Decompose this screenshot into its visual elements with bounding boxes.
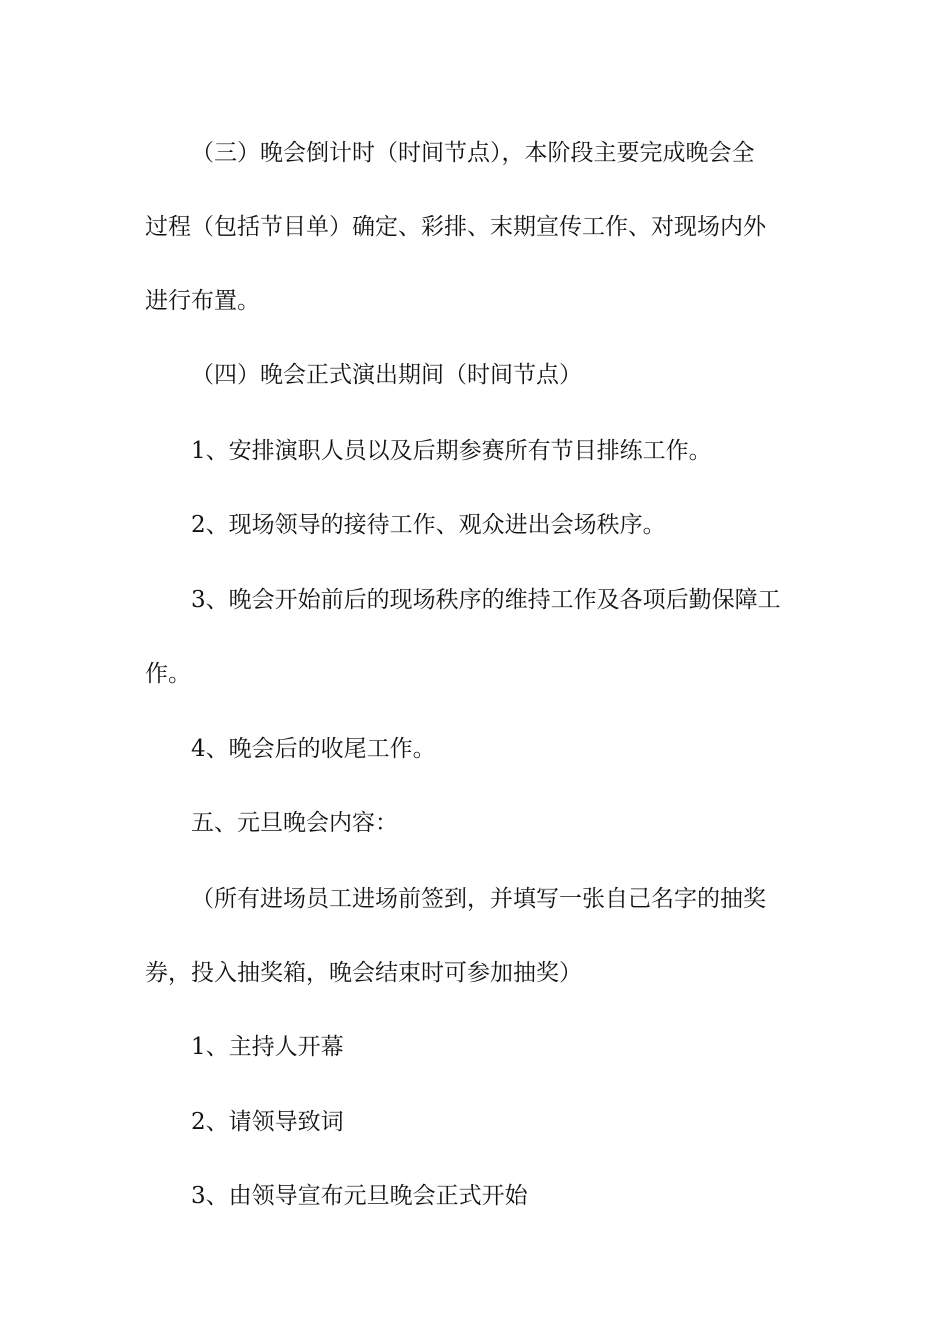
program-item-1: 1、主持人开幕 <box>191 1034 344 1060</box>
section-heading-5: 五、元旦晚会内容： <box>191 810 398 836</box>
list-item-3: 3、晚会开始前后的现场秩序的维持工作及各项后勤保障工 <box>191 587 781 613</box>
note-line-1: （所有进场员工进场前签到，并填写一张自己名字的抽奖 <box>191 886 766 912</box>
paragraph-line-3: 进行布置。 <box>145 288 260 314</box>
note-line-2: 券，投入抽奖箱，晚会结束时可参加抽奖） <box>145 960 582 986</box>
list-item-3-continued: 作。 <box>145 661 191 687</box>
list-item-1: 1、安排演职人员以及后期参赛所有节目排练工作。 <box>191 438 712 464</box>
program-item-3: 3、由领导宣布元旦晚会正式开始 <box>191 1183 528 1209</box>
program-item-2: 2、请领导致词 <box>191 1109 344 1135</box>
section-heading-4: （四）晚会正式演出期间（时间节点） <box>191 362 582 388</box>
list-item-4: 4、晚会后的收尾工作。 <box>191 736 436 762</box>
paragraph-line-1: （三）晚会倒计时（时间节点），本阶段主要完成晚会全 <box>191 140 755 166</box>
list-item-2: 2、现场领导的接待工作、观众进出会场秩序。 <box>191 512 666 538</box>
paragraph-line-2: 过程（包括节目单）确定、彩排、末期宣传工作、对现场内外 <box>145 214 766 240</box>
